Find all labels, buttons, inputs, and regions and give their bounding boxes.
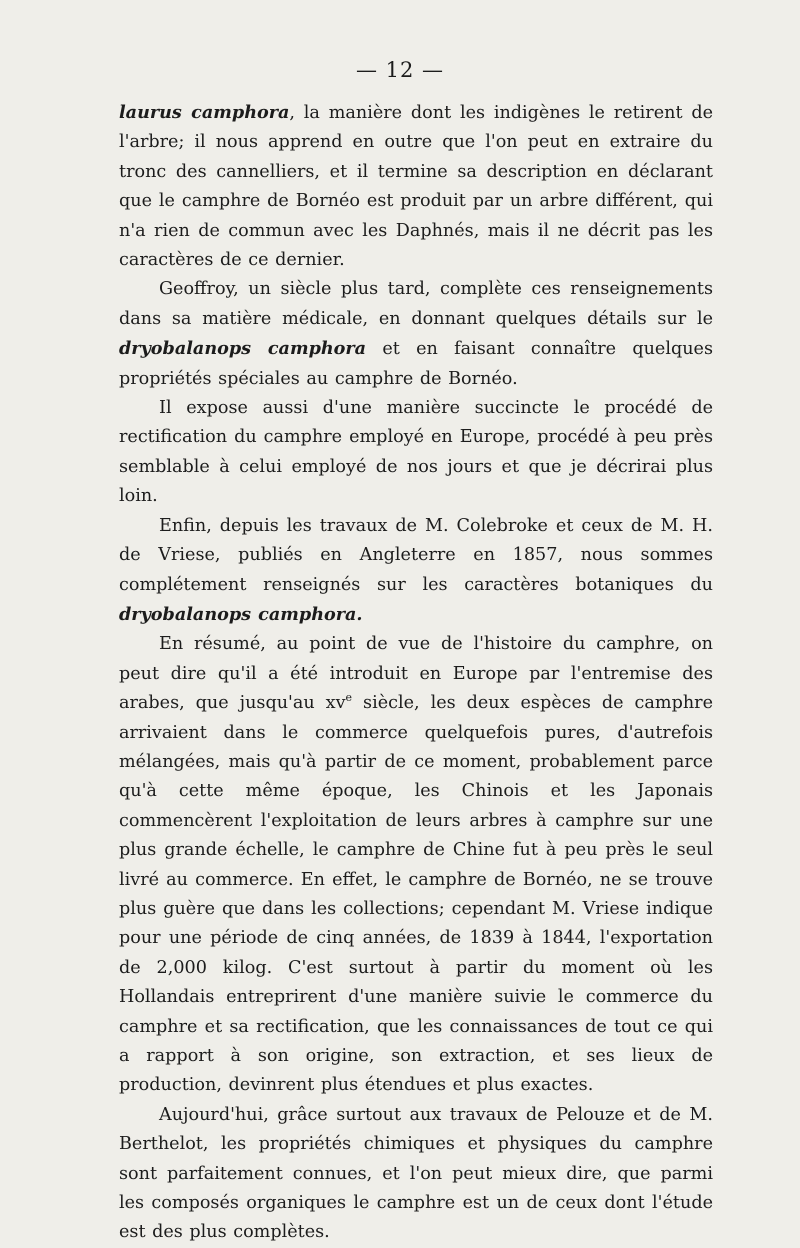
text-run: Aujourd'hui, grâce surtout aux travaux de Pelouze et de M. Berthelot, les propriétés chimiques et physiques du camphre sont parfaitement connues, et l'on peut mieux dire, que parmi les composés organiques le camphre est un de ceux dont l'étude est des plus complètes.: [119, 1104, 713, 1243]
italic-term: dryobalanops camphora.: [119, 603, 363, 625]
paragraph-5: [119, 630, 713, 1101]
paragraph-2: [119, 275, 713, 394]
paragraph-4: [119, 512, 713, 631]
text-run: Geoffroy, un siècle plus tard, complète ces renseignements dans sa matière médicale, en donnant quelques détails sur le: [119, 279, 713, 329]
paragraph-3: [119, 394, 713, 512]
italic-term: dryobalanops camphora: [119, 338, 367, 360]
text-run: siècle, les deux espèces de camphre arrivaient dans le commerce quelquefois pures, d'autrefois mélangées, mais qu'à partir de ce moment, probablement parce qu'à cette même époque, les Chinois et les Japonais commencèrent l'exploitation de leurs arbres à camphre sur une plus grande échelle, le camphre de Chine fut à peu près le seul livré au commerce. En effet, le camphre de Bornéo, ne se trouve plus guère que dans les collections; cependant M. Vriese indique pour une période de cinq années, de 1839 à 1844, l'exportation de 2,000 kilog. C'est surtout à partir du moment où les Hollandais entreprirent d'une manière suivie le commerce du camphre et sa rectification, que les connaissances de tout ce qui a rapport à son origine, son extraction, et ses lieux de production, devinrent plus étendues et plus exactes.: [119, 693, 713, 1096]
text-run: et en faisant connaître quelques propriétés spéciales au camphre de Bornéo.: [119, 339, 713, 389]
italic-term: laurus camphora: [119, 102, 290, 123]
superscript: e: [345, 691, 353, 705]
paragraph-6: [119, 1101, 713, 1248]
text-run: Enfin, depuis les travaux de M. Colebroke et ceux de M. H. de Vriese, publiés en Angleterre en 1857, nous sommes complétement renseignés sur les caractères botaniques du: [119, 515, 713, 595]
text-run: , la manière dont les indigènes le retirent de l'arbre; il nous apprend en outre que l'on peut en extraire du tronc des cannelliers, et il termine sa description en déclarant que le camphre de Bornéo est produit par un arbre différent, qui n'a rien de commun avec les Daphnés, mais il ne décrit pas les caractères de ce dernier.: [119, 103, 713, 271]
text-run: Il expose aussi d'une manière succincte le procédé de rectification du camphre employé en Europe, procédé à peu près semblable à celui employé de nos jours et que je décrirai plus loin.: [119, 398, 713, 507]
paragraph-1: [119, 98, 713, 275]
page-number: — 12 —: [355, 58, 445, 82]
body-text: [119, 98, 713, 1248]
text-run: En résumé, au point de vue de l'histoire du camphre, on peut dire qu'il a été introduit en Europe par l'entremise des arabes, que jusqu'au xv: [119, 634, 713, 714]
